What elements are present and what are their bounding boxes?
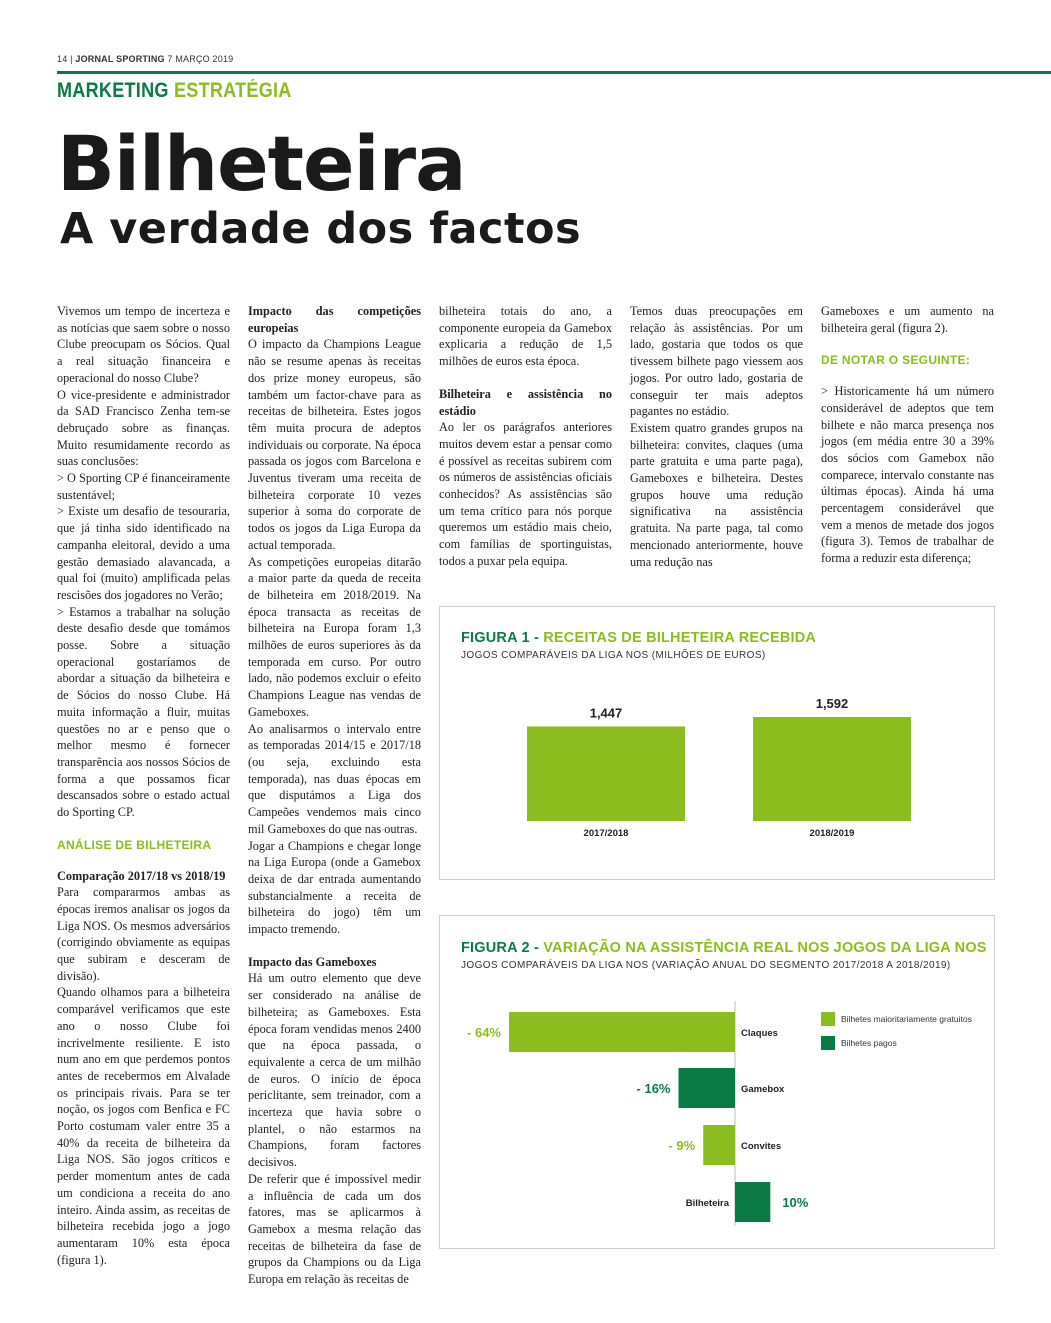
issue-date: 7 MARÇO 2019 [167, 54, 234, 64]
section-part-2: ESTRATÉGIA [173, 79, 292, 102]
article-column-1 [57, 303, 230, 1268]
paragraph: Gameboxes e um aumento na bilheteira geral (figura 2). [821, 304, 994, 335]
category-label: Bilheteira [685, 1198, 729, 1209]
article-column-2 [248, 303, 421, 1288]
legend-label: Bilhetes pagos [841, 1038, 897, 1048]
paragraph: Jogar a Champions e chegar longe na Liga Europa (onde a Gamebox deixa de dar entrada aumentando substancialmente a receita de bilheteira do jogo) têm um impacto tremendo. [248, 838, 421, 937]
subheading: Comparação 2017/18 vs 2018/19 [57, 868, 226, 883]
category-label: Claques [741, 1028, 778, 1039]
article-column-5 [821, 303, 994, 567]
subheading: Impacto das Gameboxes [248, 954, 377, 969]
subheading: Bilheteira e assistência no estádio [439, 386, 612, 418]
legend-swatch [821, 1036, 835, 1050]
paragraph: Ao analisarmos o intervalo entre as temporadas 2014/15 e 2017/18 (ou seja, excluindo esta temporada), nas duas épocas em que disputámos a Liga dos Campeões vendemos mais cinco mil Gameboxes do que nas outras. [248, 721, 421, 836]
bar-value-label: 10% [782, 1195, 809, 1210]
bar-1 [679, 1068, 736, 1108]
paragraph: O vice-presidente e administrador da SAD Francisco Zenha tem-se debruçado sobre as finanças. Muito resumidamente recordo as suas conclusões: [57, 387, 230, 469]
category-label: Gamebox [741, 1084, 785, 1095]
paragraph: Para compararmos ambas as épocas iremos analisar os jogos da Liga NOS. Os mesmos adversários (corrigindo obviamente as equipas que subiram e desceram de divisão). [57, 885, 230, 983]
bar-0 [527, 726, 685, 821]
page-runner [57, 54, 233, 64]
category-label: 2017/2018 [583, 828, 629, 839]
section-heading: DE NOTAR O SEGUINTE: [821, 353, 971, 368]
article-column-4 [630, 303, 803, 570]
page-number: 14 [57, 54, 68, 64]
figure-2 [439, 915, 995, 1249]
paragraph: bilheteira totais do ano, a componente europeia da Gamebox explicaria a redução de 1,5 milhões de euros esta época. [439, 304, 612, 369]
bar-value-label: - 9% [668, 1138, 696, 1153]
section-heading: ANÁLISE DE BILHETEIRA [57, 837, 212, 852]
figure-2-chart [440, 916, 994, 1248]
paragraph: De referir que é impossível medir a influência de cada um dos fatores, mas se aplicarmos à Gamebox a mesma relação das receitas de bilheteira da fase de grupos da Champions ou da Liga Europa em relação às receitas de [248, 1171, 421, 1287]
paragraph: Quando olhamos para a bilheteira comparável verificamos que este ano o nosso Clube foi incrivelmente resiliente. E isto num ano em que perdemos pontos antes de recebermos em Alvalade os principais rivais. Para se ter noção, os jogos com Benfica e FC Porto costumam valer entre 35 a 40% da receita de bilheteira da Liga NOS. São jogos críticos e perder momentum antes de cada um condiciona a receita do ano inteiro. Ainda assim, as receitas de bilheteira recebida jogo a jogo aumentaram 10% esta época (figura 1). [57, 985, 230, 1267]
legend-swatch [821, 1012, 835, 1026]
bar-value-label: 1,592 [815, 696, 849, 711]
publication-name: JORNAL SPORTING [75, 54, 165, 64]
article-column-3 [439, 303, 612, 570]
bar-value-label: - 16% [636, 1081, 671, 1096]
bar-3 [735, 1182, 770, 1222]
bar-2 [703, 1125, 735, 1165]
bar-value-label: 1,447 [589, 705, 623, 721]
figure-1-subtitle: JOGOS COMPARÁVEIS DA LIGA NOS (MILHÕES DE EUROS) [461, 650, 766, 661]
paragraph: O impacto da Champions League não se resume apenas às receitas dos prize money europeus, são também um factor-chave para as receitas de bilheteira. Estes jogos têm muita procura de adeptos individuais ou corporate. Na época passada os jogos com Barcelona e Juventus tiveram uma receita de bilheteira corporate 10 vezes superior à soma do corporate de todos os jogos da Liga Europa da actual temporada. [248, 337, 421, 552]
headline: Bilheteira [57, 119, 466, 208]
legend-label: Bilhetes maioritariamente gratuitos [841, 1014, 972, 1024]
figure-2-subtitle: JOGOS COMPARÁVEIS DA LIGA NOS (VARIAÇÃO ANUAL DO SEGMENTO 2017/2018 A 2018/2019) [461, 960, 951, 971]
category-label: 2018/2019 [809, 828, 855, 839]
paragraph: Vivemos um tempo de incerteza e as notícias que saem sobre o nosso Clube preocupam os Sócios. Qual a real situação financeira e operacional do nosso Clube? [57, 304, 230, 385]
bar-0 [509, 1012, 735, 1052]
paragraph: Ao ler os parágrafos anteriores muitos devem estar a pensar como é possível as receitas subirem com os números de assistências oficiais conhecidos? As assistências são um tema crítico para nós porque queremos um estádio mais cheio, com famílias de sportinguistas, todos a puxar pela equipa. [439, 420, 612, 568]
paragraph: > O Sporting CP é financeiramente sustentável; [57, 471, 230, 502]
subheading: Impacto das competições europeias [248, 304, 421, 335]
subheadline: A verdade dos factos [60, 204, 582, 254]
bar-1 [753, 717, 911, 821]
paragraph: Temos duas preocupações em relação às assistências. Por um lado, gostaria que todos os que tivessem bilhete pago viessem aos jogos. Por outro lado, gostaria de conseguir ter mais adeptos pagantes no estádio. [630, 304, 803, 419]
figure-2-title-text: VARIAÇÃO NA ASSISTÊNCIA REAL NOS JOGOS DA LIGA NOS [543, 940, 987, 956]
category-label: Convites [741, 1141, 782, 1152]
figure-1-chart [440, 607, 994, 879]
paragraph: As competições europeias ditarão a maior parte da queda de receita de bilheteira em 2018/2019. Na época transacta as receitas de bilheteira na Europa foram 1,3 milhões de euros superiores às da temporada em curso. Por outro lado, não podemos excluir o efeito Champions League nas vendas de Gameboxes. [248, 554, 421, 719]
section-label [57, 79, 292, 103]
runner-separator: | [70, 54, 73, 64]
figure-1-title-text: RECEITAS DE BILHETEIRA RECEBIDA [543, 630, 817, 646]
header-rule [57, 71, 1051, 74]
paragraph: > Historicamente há um número considerável de adeptos que tem bilhete e não marca presença nos jogos (em média entre 30 a 39% dos sócios com Gamebox não comparece, intervalo constante nas últimas épocas). Ainda há uma percentagem considerável que vem a menos de metade dos jogos (figura 3). Temos de trabalhar de forma a reduzir esta diferença; [821, 384, 994, 566]
figure-2-label: FIGURA 2 - [461, 940, 539, 956]
bar-value-label: - 64% [467, 1025, 501, 1040]
paragraph: > Estamos a trabalhar na solução deste desafio desde que tomámos posse. Sobre a situação operacional gostaríamos de abordar a situação da bilheteira e de Sócios do nosso Clube. Há muita informação a fluir, muitas questões no ar e penso que o melhor mesmo é fornecer transparência aos nossos Sócios de forma a que possamos ficar descansados sobre o estado actual do Sporting CP. [57, 604, 230, 820]
paragraph: > Existe um desafio de tesouraria, que já tinha sido identificado na campanha eleitoral, devido a uma gestão demasiado alavancada, a qual foi (muito) amplificada pelas rescisões dos jogadores no Verão; [57, 504, 230, 602]
paragraph: Há um outro elemento que deve ser considerado na análise de bilheteira; as Gameboxes. Esta época foram vendidas menos 2400 que na época passada, o equivalente a cerca de um milhão de euros. O início de época periclitante, sem treinador, com a incerteza que havia sobre o plantel, o não estarmos na Champions, foram factores decisivos. [248, 971, 421, 1170]
paragraph: Existem quatro grandes grupos na bilheteira: convites, claques (uma parte gratuita e uma parte paga), Gameboxes e bilheteira. Destes grupos houve uma redução significativa na assistência gratuita. Na parte paga, tal como mencionado anteriormente, houve uma redução nas [630, 420, 803, 569]
section-part-1: MARKETING [57, 79, 169, 102]
figure-1 [439, 606, 995, 880]
figure-1-label: FIGURA 1 - [461, 630, 539, 646]
